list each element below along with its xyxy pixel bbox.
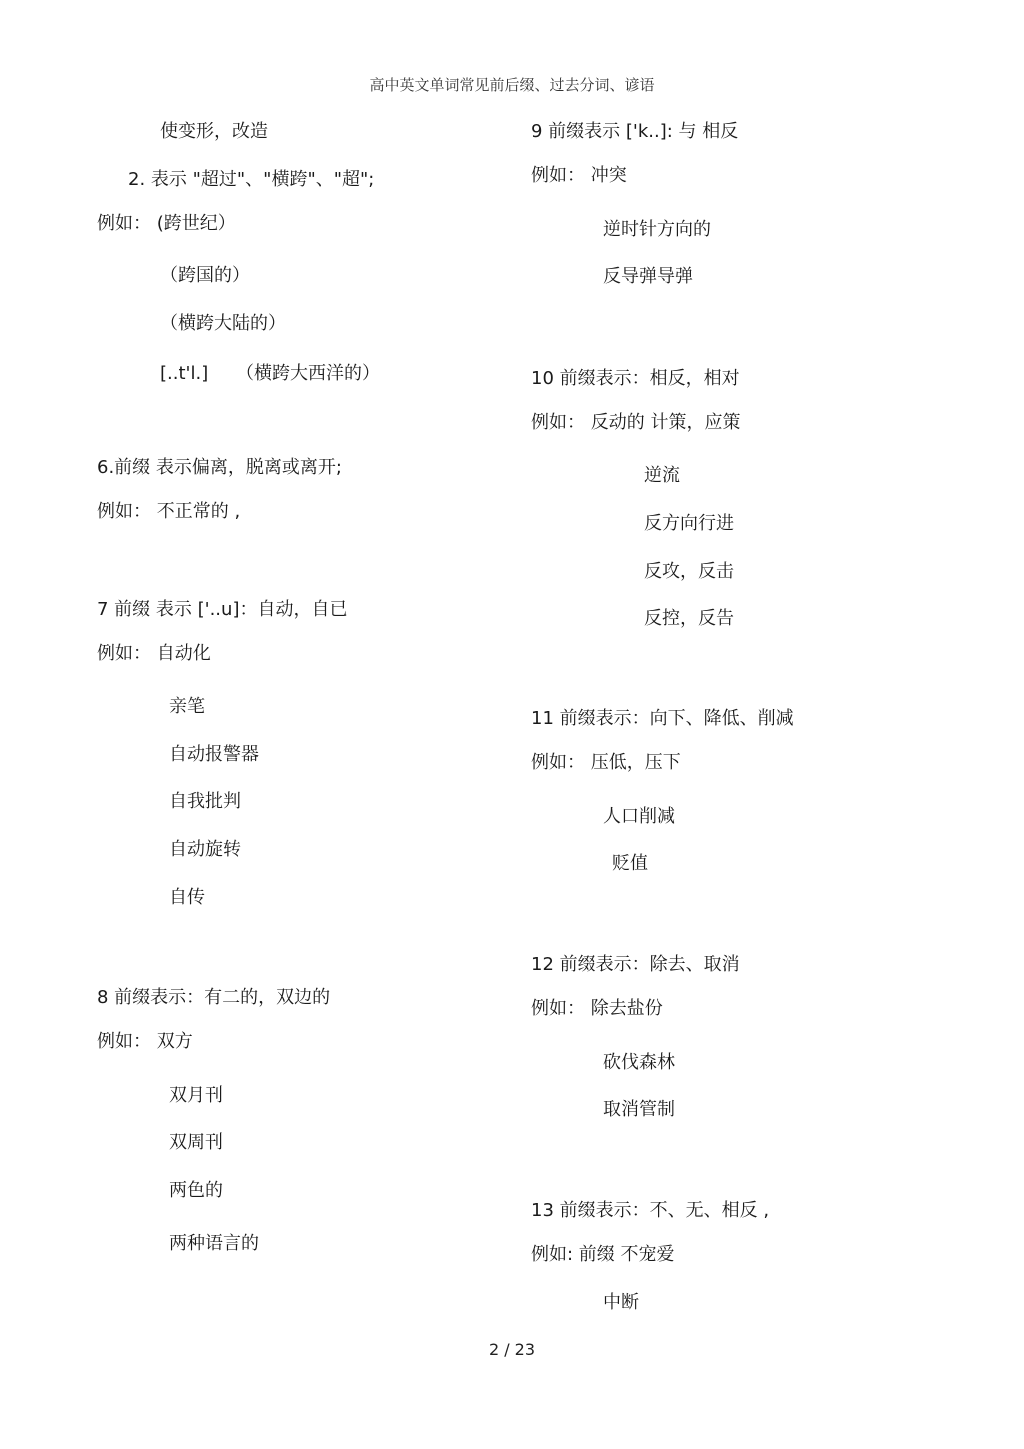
text-line: 砍伐森林: [603, 1052, 675, 1073]
section-heading: 10 前缀表示：相反，相对: [531, 368, 740, 389]
text-line: 双周刊: [169, 1132, 223, 1153]
section-heading: 11 前缀表示：向下、降低、削减: [531, 708, 794, 729]
text-line: 中断: [603, 1292, 639, 1313]
example-line: 例如： 自动化: [97, 643, 211, 664]
text-line: 自动旋转: [169, 839, 241, 860]
text-line: 双月刊: [169, 1085, 223, 1106]
section-heading: 9 前缀表示 ['k..]: 与 相反: [531, 121, 739, 142]
text-line: 逆时针方向的: [603, 219, 711, 240]
text-line: （跨国的）: [160, 265, 250, 286]
section-heading: 2. 表示 "超过"、"横跨"、"超";: [128, 169, 375, 190]
text-line: （横跨大陆的）: [160, 313, 286, 334]
section-heading: 8 前缀表示：有二的，双边的: [97, 987, 331, 1008]
phonetic-text: [..t'l.]: [160, 363, 209, 384]
section-heading: 12 前缀表示：除去、取消: [531, 954, 740, 975]
text-line: 反方向行进: [644, 513, 734, 534]
example-line: 例如： 双方: [97, 1031, 193, 1052]
text-line: 反攻，反击: [644, 561, 734, 582]
text-line: 反控，反告: [644, 608, 734, 629]
text-line: 亲笔: [169, 696, 205, 717]
section-heading: 7 前缀 表示 ['..u]：自动，自已: [97, 599, 348, 620]
page-header: 高中英文单词常见前后缀、过去分词、谚语: [369, 76, 655, 94]
example-line: 例如： 压低，压下: [531, 752, 681, 773]
text-line: 贬值: [612, 853, 648, 874]
example-line: 例如： (跨世纪）: [97, 213, 236, 234]
example-line: 例如： 不正常的 ,: [97, 501, 241, 522]
example-line: 例如: 前缀 不宠爱: [531, 1244, 675, 1265]
page-number: 2 / 23: [488, 1340, 536, 1359]
text-line: 自动报警器: [169, 744, 259, 765]
text-line: 取消管制: [603, 1099, 675, 1120]
text-line: 反导弹导弹: [603, 266, 693, 287]
text-line: 自传: [169, 887, 205, 908]
text-line: 两种语言的: [169, 1233, 259, 1254]
section-heading: 13 前缀表示：不、无、相反 ,: [531, 1200, 770, 1221]
example-line: 例如： 反动的 计策，应策: [531, 412, 741, 433]
text-line: 人口削减: [603, 806, 675, 827]
example-line: 例如： 除去盐份: [531, 998, 663, 1019]
text-line: 自我批判: [169, 791, 241, 812]
section-heading: 6.前缀 表示偏离，脱离或离开;: [97, 457, 342, 478]
example-line: 例如： 冲突: [531, 165, 627, 186]
text-line: 两色的: [169, 1180, 223, 1201]
text-line: （横跨大西洋的）: [236, 363, 380, 384]
text-line: 逆流: [644, 465, 680, 486]
text-line: 使变形，改造: [160, 121, 268, 142]
